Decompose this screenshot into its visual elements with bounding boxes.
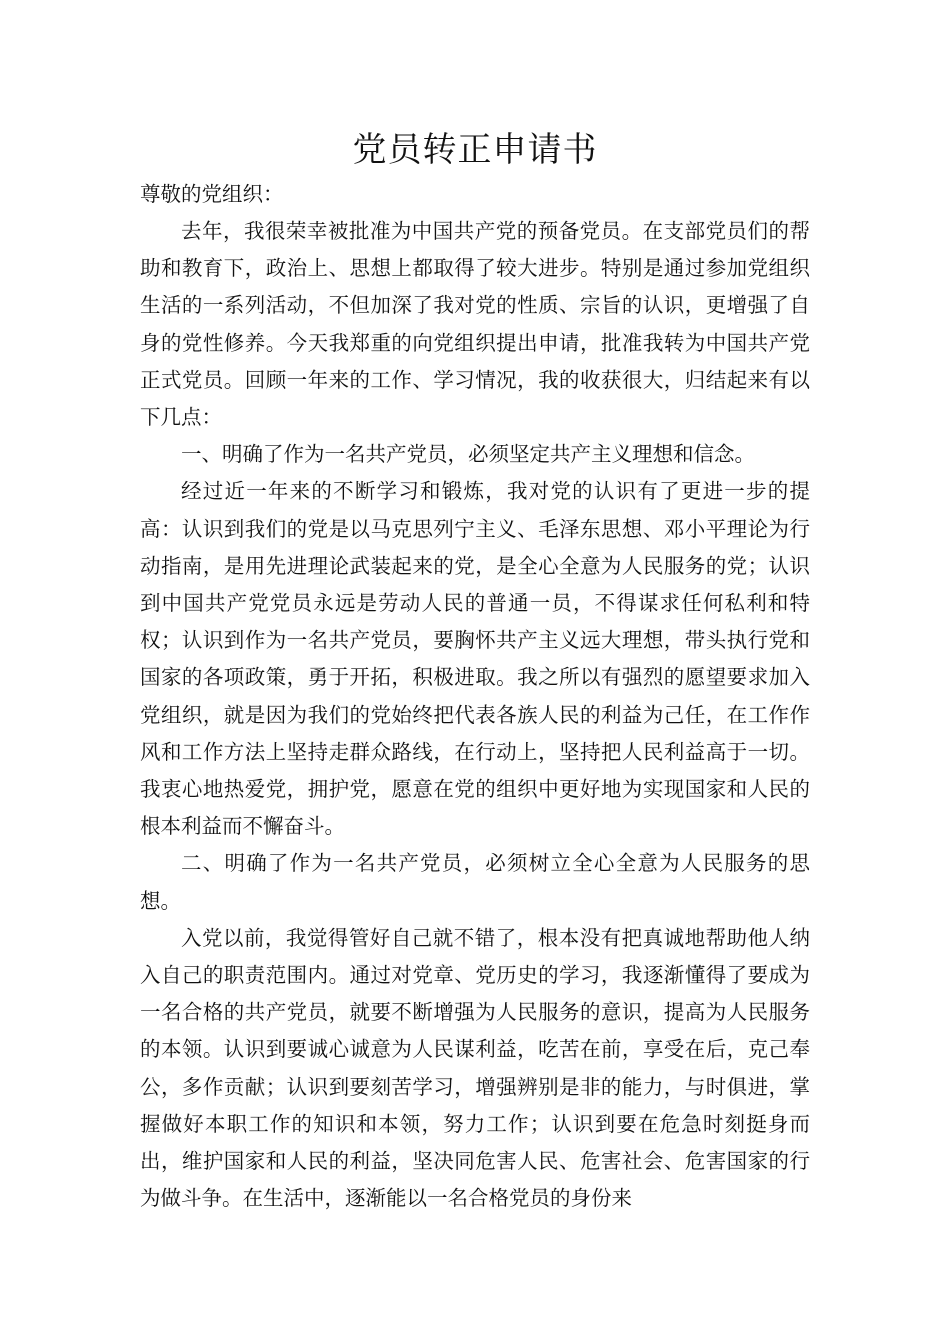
salutation: 尊敬的党组织：	[140, 182, 284, 206]
paragraph-point-two-heading: 二、明确了作为一名共产党员，必须树立全心全意为人民服务的思想。	[140, 851, 810, 913]
document-title: 党员转正申请书	[352, 130, 598, 170]
paragraph-point-one-body: 经过近一年来的不断学习和锻炼，我对党的认识有了更进一步的提高：认识到我们的党是以马克思列宁主义、毛泽东思想、邓小平理论为行动指南，是用先进理论武装起来的党，是全心全意为人民服务的党；认识到中国共产党党员永远是劳动人民的普通一员，不得谋求任何私利和特权；认识到作为一名共产党员，要胸怀共产主义远大理想，带头执行党和国家的各项政策，勇于开拓，积极进取。我之所以有强烈的愿望要求加入党组织，就是因为我们的党始终把代表各族人民的利益为己任，在工作作风和工作方法上坚持走群众路线，在行动上，坚持把人民利益高于一切。我衷心地热爱党，拥护党，愿意在党的组织中更好地为实现国家和人民的根本利益而不懈奋斗。	[140, 479, 810, 839]
paragraph-intro: 去年，我很荣幸被批准为中国共产党的预备党员。在支部党员们的帮助和教育下，政治上、思想上都取得了较大进步。特别是通过参加党组织生活的一系列活动，不但加深了我对党的性质、宗旨的认识，更增强了自身的党性修养。今天我郑重的向党组织提出申请，批准我转为中国共产党正式党员。回顾一年来的工作、学习情况，我的收获很大，归结起来有以下几点：	[140, 219, 810, 430]
paragraph-point-two-body: 入党以前，我觉得管好自己就不错了，根本没有把真诚地帮助他人纳入自己的职责范围内。通过对党章、党历史的学习，我逐渐懂得了要成为一名合格的共产党员，就要不断增强为人民服务的意识，提高为人民服务的本领。认识到要诚心诚意为人民谋利益，吃苦在前，享受在后，克己奉公，多作贡献；认识到要刻苦学习，增强辨别是非的能力，与时俱进，掌握做好本职工作的知识和本领，努力工作；认识到要在危急时刻挺身而出，维护国家和人民的利益，坚决同危害人民、危害社会、危害国家的行为做斗争。在生活中，逐渐能以一名合格党员的身份来	[140, 925, 810, 1211]
paragraph-point-one-heading: 一、明确了作为一名共产党员，必须坚定共产主义理想和信念。	[181, 442, 755, 467]
